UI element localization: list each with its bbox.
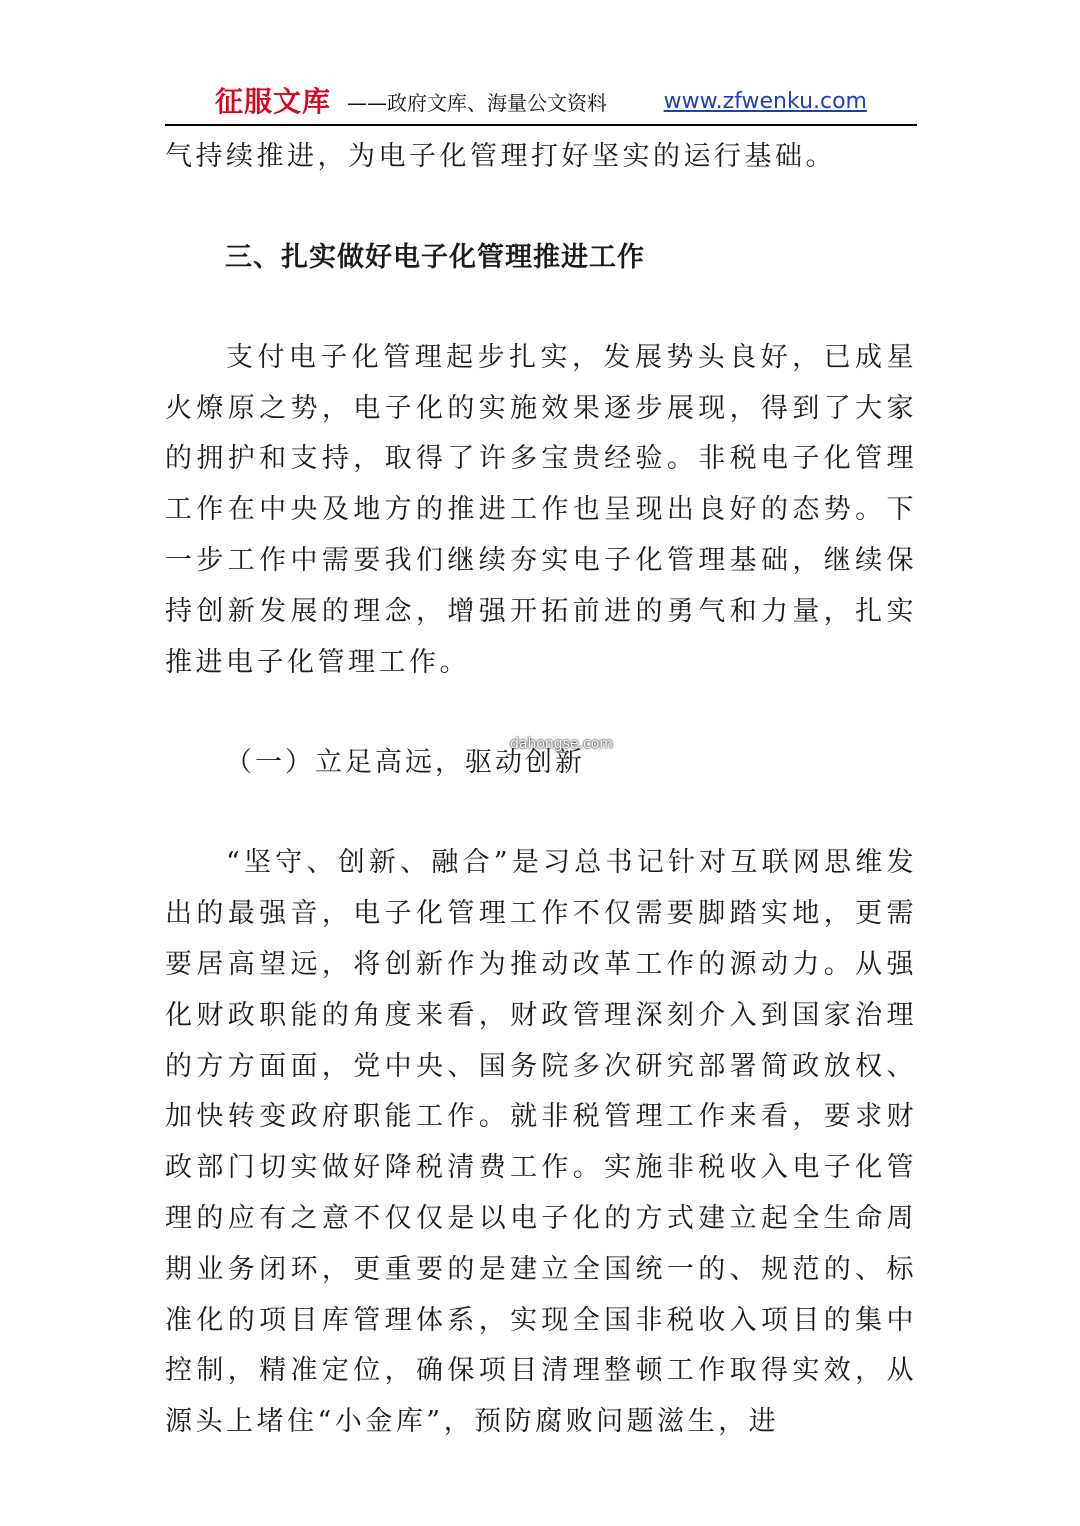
- document-body: [165, 132, 917, 1448]
- section-heading: 三、扎实做好电子化管理推进工作: [225, 241, 645, 273]
- brand-logo: 征服文库: [215, 85, 332, 118]
- site-url-link[interactable]: www.zfwenku.com: [663, 89, 867, 114]
- subheading: （一）立足高远，驱动创新: [225, 747, 585, 779]
- header-tagline: ——政府文库、海量公文资料: [347, 91, 607, 115]
- page-header: [165, 84, 917, 126]
- watermark: dahongse.com: [510, 736, 613, 752]
- paragraph-2: “坚守、创新、融合”是习总书记针对互联网思维发出的最强音，电子化管理工作不仅需要脚踏实地，更需要居高望远，将创新作为推动改革工作的源动力。从强化财政职能的角度来看，财政管理深刻介入到国家治理的方方面面，党中央、国务院多次研究部署简政放权、加快转变政府职能工作。就非税管理工作来看，要求财政部门切实做好降税清费工作。实施非税收入电子化管理的应有之意不仅仅是以电子化的方式建立起全生命周期业务闭环，更重要的是建立全国统一的、规范的、标准化的项目库管理体系，实现全国非税收入项目的集中控制，精准定位，确保项目清理整顿工作取得实效，从源头上堵住“小金库”，预防腐败问题滋生，进: [165, 847, 917, 1438]
- carry-over-line: 气持续推进，为电子化管理打好坚实的运行基础。: [165, 141, 836, 172]
- paragraph-1: 支付电子化管理起步扎实，发展势头良好，已成星火燎原之势，电子化的实施效果逐步展现，得到了大家的拥护和支持，取得了许多宝贵经验。非税电子化管理工作在中央及地方的推进工作也呈现出良好的态势。下一步工作中需要我们继续夯实电子化管理基础，继续保持创新发展的理念，增强开拓前进的勇气和力量，扎实推进电子化管理工作。: [165, 341, 917, 678]
